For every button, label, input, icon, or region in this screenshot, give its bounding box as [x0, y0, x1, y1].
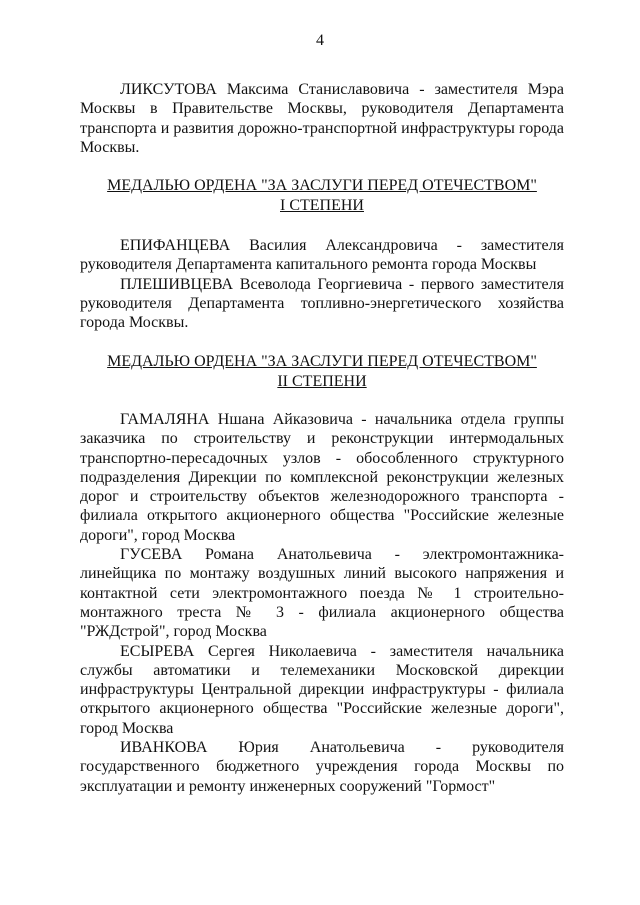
section2-body [80, 410, 564, 796]
award-paragraph-pleshivtsev: ПЛЕШИВЦЕВА Всеволода Георгиевича - первого заместителя руководителя Департамента топливно-энергетического хозяйства города Москвы. [80, 275, 564, 332]
award-paragraph-ivankov: ИВАНКОВА Юрия Анатольевича - руководителя государственного бюджетного учреждения города Москвы по эксплуатации и ремонту инженерных сооружений "Гормост" [80, 739, 564, 795]
award-paragraph-epifantsev: ЕПИФАНЦЕВА Василия Александровича - заместителя руководителя Департамента капитального ремонта города Москвы [80, 237, 564, 274]
intro-block [80, 80, 564, 157]
section2-title-line2: II СТЕПЕНИ [277, 373, 367, 390]
page-number: 4 [316, 32, 324, 49]
section1-title-line1: МЕДАЛЬЮ ОРДЕНА "ЗА ЗАСЛУГИ ПЕРЕД ОТЕЧЕСТВОМ" [107, 177, 537, 194]
section1-title-line2: I СТЕПЕНИ [280, 197, 364, 214]
award-paragraph-likstutov: ЛИКСУТОВА Максима Станиславовича - заместителя Мэра Москвы в Правительстве Москвы, руководителя Департамента транспорта и развития дорожно-транспортной инфраструктуры города Москвы. [80, 81, 564, 156]
section2-heading [80, 352, 564, 392]
award-paragraph-gusev: ГУСЕВА Романа Анатольевича - электромонтажника-линейщика по монтажу воздушных линий высокого напряжения и контактной сети электромонтажного поезда № 1 строительно-монтажного треста № 3 - филиала акционерного общества "РЖДстрой", город Москва [80, 546, 564, 641]
section2-title-line1: МЕДАЛЬЮ ОРДЕНА "ЗА ЗАСЛУГИ ПЕРЕД ОТЕЧЕСТВОМ" [107, 353, 537, 370]
award-paragraph-esyrev: ЕСЫРЕВА Сергея Николаевича - заместителя начальника службы автоматики и телемеханики Московской дирекции инфраструктуры Центральной дирекции инфраструктуры - филиала открытого акционерного общества "Российские железные дороги", город Москва [80, 642, 564, 737]
section2-title [80, 352, 564, 392]
section1-title [80, 176, 564, 216]
award-paragraph-gamalyan: ГАМАЛЯНА Ншана Айказовича - начальника отдела группы заказчика по строительству и реконструкции интермодальных транспортно-пересадочных узлов - обособленного структурного подразделения Дирекции по комплексной реконструкции железных дорог и строительству объектов железнодорожного транспорта - филиала открытого акционерного общества "Российские железные дороги", город Москва [80, 411, 564, 544]
section1-body [80, 236, 564, 332]
section1-heading [80, 176, 564, 216]
